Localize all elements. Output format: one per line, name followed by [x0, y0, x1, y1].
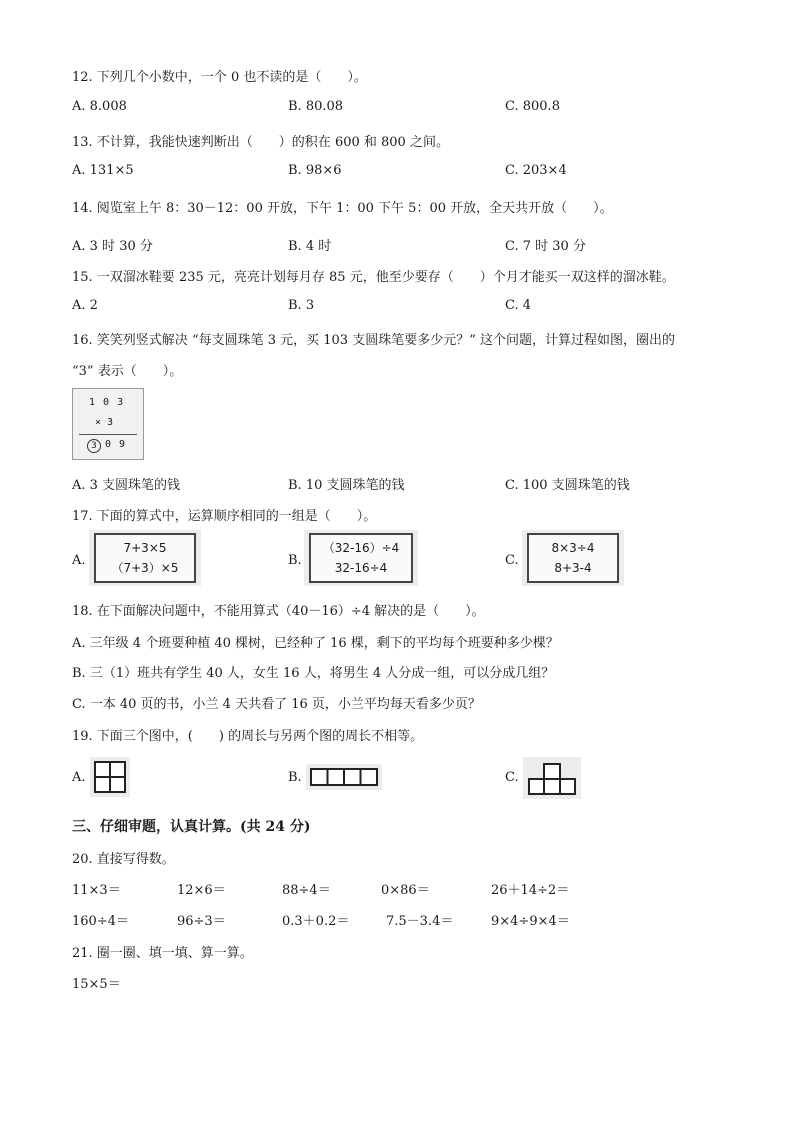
question-17-option-a-expressions	[94, 533, 196, 583]
question-16-stem-line2: “3” 表示（ ）。	[72, 364, 183, 379]
question-15-option-b: B. 3	[288, 298, 315, 313]
question-12-stem: 12. 下列几个小数中，一个 0 也不读的是（ ）。	[72, 70, 367, 85]
question-14-option-b: B. 4 时	[288, 239, 332, 254]
question-13-stem: 13. 不计算，我能快速判断出（ ）的积在 600 和 800 之间。	[72, 135, 449, 150]
question-16-option-c: C. 100 支圆珠笔的钱	[505, 478, 630, 493]
question-19-option-c-label: C.	[505, 770, 519, 785]
question-13-option-a: A. 131×5	[72, 163, 134, 178]
calc-item: 160÷4＝	[72, 914, 129, 929]
expression-a1: 7+3×5	[123, 541, 167, 555]
question-12-option-b: B. 80.08	[288, 99, 344, 114]
question-12-option-a: A. 8.008	[72, 99, 127, 114]
calc-item: 11×3＝	[72, 883, 121, 898]
calc-item: 0.3＋0.2＝	[282, 914, 350, 929]
calc-row-multiplier: × 3	[95, 417, 114, 428]
question-13-option-b: B. 98×6	[288, 163, 342, 178]
question-19-option-b-image	[306, 764, 382, 790]
question-15-option-c: C. 4	[505, 298, 532, 313]
section-3-heading: 三、仔细审题，认真计算。(共 24 分)	[72, 819, 311, 835]
circled-digit: 3	[87, 439, 101, 453]
expression-b1: （32-16）÷4	[322, 541, 400, 555]
calc-item: 0×86＝	[381, 883, 430, 898]
question-16-option-b: B. 10 支圆珠笔的钱	[288, 478, 405, 493]
calc-row-multiplicand: 1 0 3	[89, 397, 125, 408]
question-15-option-a: A. 2	[72, 298, 98, 313]
calc-item: 7.5－3.4＝	[386, 914, 454, 929]
question-13-option-c: C. 203×4	[505, 163, 567, 178]
question-19-option-a-image	[90, 757, 130, 797]
calc-item: 88÷4＝	[282, 883, 331, 898]
question-18-stem: 18. 在下面解决问题中，不能用算式（40－16）÷4 解决的是（ ）。	[72, 604, 485, 619]
square-grid-2x2-shape	[90, 757, 130, 797]
calc-item: 12×6＝	[177, 883, 226, 898]
question-16-option-a: A. 3 支圆珠笔的钱	[72, 478, 181, 493]
question-18-option-a: A. 三年级 4 个班要种植 40 棵树，已经种了 16 棵，剩下的平均每个班要种多少棵？	[72, 636, 559, 651]
question-21-expression: 15×5＝	[72, 977, 121, 992]
calc-divider-line	[79, 434, 137, 435]
calc-item: 26＋14÷2＝	[491, 883, 570, 898]
question-19-option-b-label: B.	[288, 770, 302, 785]
question-17-option-c-label: C.	[505, 553, 519, 568]
question-14-option-c: C. 7 时 30 分	[505, 239, 586, 254]
question-19-stem: 19. 下面三个图中，( ) 的周长与另两个图的周长不相等。	[72, 729, 424, 744]
question-12-option-c: C. 800.8	[505, 99, 560, 114]
calc-result-rest: 0 9	[105, 439, 127, 450]
question-18-option-c: C. 一本 40 页的书，小兰 4 天共看了 16 页，小兰平均每天看多少页？	[72, 697, 481, 712]
question-17-stem: 17. 下面的算式中，运算顺序相同的一组是（ ）。	[72, 509, 377, 524]
expression-b2: 32-16÷4	[334, 561, 388, 575]
question-21-stem: 21. 圈一圈、填一填、算一算。	[72, 946, 253, 961]
expression-c1: 8×3÷4	[551, 541, 595, 555]
question-14-option-a: A. 3 时 30 分	[72, 239, 153, 254]
question-20-stem: 20. 直接写得数。	[72, 852, 175, 867]
t-shaped-squares-shape	[523, 757, 581, 799]
vertical-calculation-image	[72, 388, 144, 460]
question-19-option-a-label: A.	[72, 770, 86, 785]
expression-a2: （7+3）×5	[111, 561, 179, 575]
question-17-option-b-label: B.	[288, 553, 302, 568]
expression-c2: 8+3-4	[554, 561, 592, 575]
question-17-option-b-expressions	[309, 533, 413, 583]
question-18-option-b: B. 三（1）班共有学生 40 人，女生 16 人，将男生 4 人分成一组，可以分成几组？	[72, 666, 555, 681]
question-16-stem-line1: 16. 笑笑列竖式解决 “每支圆珠笔 3 元，买 103 支圆珠笔要多少元？” 这个问题，计算过程如图，圈出的	[72, 333, 675, 348]
row-of-four-squares-shape	[306, 764, 382, 790]
calc-item: 9×4÷9×4＝	[491, 914, 570, 929]
question-15-stem: 15. 一双溜冰鞋要 235 元，亮亮计划每月存 85 元，他至少要存（ ）个月才能买一双这样的溜冰鞋。	[72, 270, 675, 285]
question-17-option-a-label: A.	[72, 553, 86, 568]
question-19-option-c-image	[523, 757, 581, 799]
question-14-stem: 14. 阅览室上午 8：30－12：00 开放，下午 1：00 下午 5：00 开放，全天共开放（ ）。	[72, 201, 613, 216]
question-17-option-c-expressions	[527, 533, 619, 583]
calc-item: 96÷3＝	[177, 914, 226, 929]
